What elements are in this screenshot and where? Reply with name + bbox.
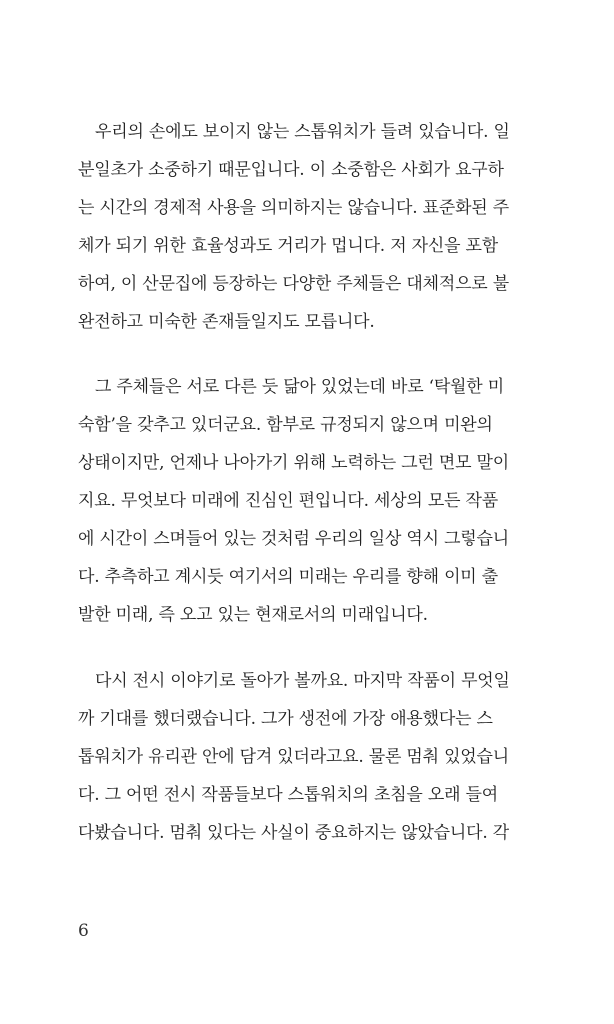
text-line: 상태이지만, 언제나 나아가기 위해 노력하는 그런 면모 말이 (78, 453, 509, 473)
text-line: 는 시간의 경제적 사용을 의미하지는 않습니다. 표준화된 주 (78, 198, 509, 218)
text-line: 다시 전시 이야기로 돌아가 볼까요. 마지막 작품이 무엇일 (95, 671, 510, 691)
text-line: 우리의 손에도 보이지 않는 스톱워치가 들려 있습니다. 일 (95, 122, 510, 142)
text-line: 완전하고 미숙한 존재들일지도 모릅니다. (78, 312, 375, 332)
paragraph-1 (78, 113, 538, 341)
text-line: 발한 미래, 즉 오고 있는 현재로서의 미래입니다. (78, 605, 428, 625)
text-line: 다봤습니다. 멈춰 있다는 사실이 중요하지는 않았습니다. 각 (78, 823, 509, 843)
text-line: 그 주체들은 서로 다른 듯 닮아 있었는데 바로 ‘탁월한 미 (95, 377, 504, 397)
text-line: 톱워치가 유리관 안에 담겨 있더라고요. 물론 멈춰 있었습니 (78, 747, 509, 767)
text-line: 하여, 이 산문집에 등장하는 다양한 주체들은 대체적으로 불 (78, 274, 509, 294)
page-number: 6 (78, 921, 89, 941)
text-line: 체가 되기 위한 효율성과도 거리가 멉니다. 저 자신을 포함 (78, 236, 498, 256)
text-line: 숙함’을 갖추고 있더군요. 함부로 규정되지 않으며 미완의 (78, 415, 493, 435)
text-line: 지요. 무엇보다 미래에 진심인 편입니다. 세상의 모든 작품 (78, 491, 498, 511)
text-line: 까 기대를 했더랬습니다. 그가 생전에 가장 애용했다는 스 (78, 709, 493, 729)
text-line: 다. 추측하고 계시듯 여기서의 미래는 우리를 향해 이미 출 (78, 567, 498, 587)
text-line: 에 시간이 스며들어 있는 것처럼 우리의 일상 역시 그렇습니 (78, 529, 509, 549)
text-line: 다. 그 어떤 전시 작품들보다 스톱워치의 초침을 오래 들여 (78, 785, 498, 805)
paragraph-2 (78, 368, 538, 634)
paragraph-3 (78, 662, 538, 852)
text-line: 분일초가 소중하기 때문입니다. 이 소중함은 사회가 요구하 (78, 160, 504, 180)
